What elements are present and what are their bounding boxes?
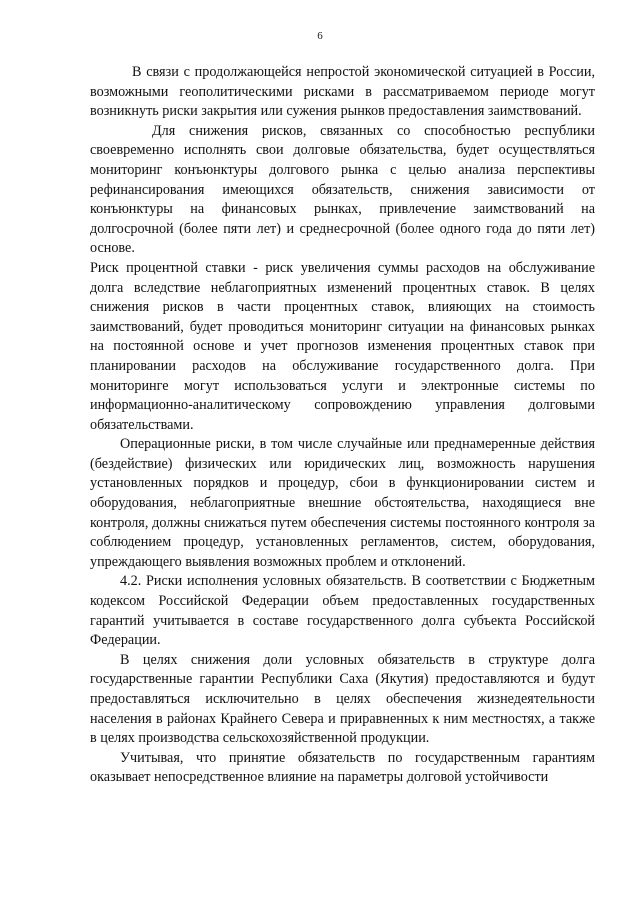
paragraph-economic-situation: В связи с продолжающейся непростой экономической ситуацией в России, возможными геополитическими рисками в рассматриваемом периоде могут возникнуть риски закрытия или сужения рынков предоставления заимствований. — [90, 64, 595, 120]
paragraph-conditional-obligations: 4.2. Риски исполнения условных обязательств. В соответствии с Бюджетным кодексом Российской Федерации объем предоставленных государственных гарантий учитывается в составе государственного долга субъекта Российской Федерации. — [90, 573, 595, 649]
paragraph-risk-reduction: Для снижения рисков, связанных со способностью республики своевременно исполнять свои долговые обязательства, будет осуществляться мониторинг конъюнктуры долгового рынка с целью анализа перспективы рефинансирования имеющихся обязательств, снижения зависимости от конъюнктуры на финансовых рынках, привлечение заимствований на долгосрочной (более пяти лет) и среднесрочной (более одного года до пяти лет) основе. — [90, 122, 595, 257]
paragraph-interest-rate-risk: Риск процентной ставки - риск увеличения суммы расходов на обслуживание долга вследствие неблагоприятных изменений процентных ставок. В целях снижения рисков в части процентных ставок, влияющих на стоимость заимствований, будет проводиться мониторинг ситуации на финансовых рынках на постоянной основе и учет прогнозов изменения процентных ставок при планировании расходов на обслуживание государственного долга. При мониторинге могут использоваться услуги и электронные системы по информационно-аналитическому сопровождению управления долговыми обязательствами. — [90, 259, 595, 433]
paragraph-operational-risks: Операционные риски, в том числе случайные или преднамеренные действия (бездействие) физических или юридических лиц, возможность нарушения установленных порядков и процедур, сбои в функционировании систем и оборудования, неблагоприятные внешние обстоятельства, находящиеся вне контроля, должны снижаться путем обеспечения системы постоянного контроля за соблюдением процедур, установленных регламентов, систем, оборудования, упреждающего выявления возможных проблем и отклонений. — [90, 436, 595, 570]
paragraph-debt-sustainability: Учитывая, что принятие обязательств по государственным гарантиям оказывает непосредственное влияние на параметры долговой устойчивости — [90, 749, 595, 786]
page-number: 6 — [317, 30, 323, 42]
document-body — [90, 63, 595, 788]
paragraph-guarantees: В целях снижения доли условных обязательств в структуре долга государственные гарантии Республики Саха (Якутия) предоставляются и будут предоставляться исключительно в целях обеспечения жизнедеятельности населения в районах Крайнего Севера и приравненных к ним местностях, а также в целях производства сельскохозяйственной продукции. — [90, 651, 595, 747]
